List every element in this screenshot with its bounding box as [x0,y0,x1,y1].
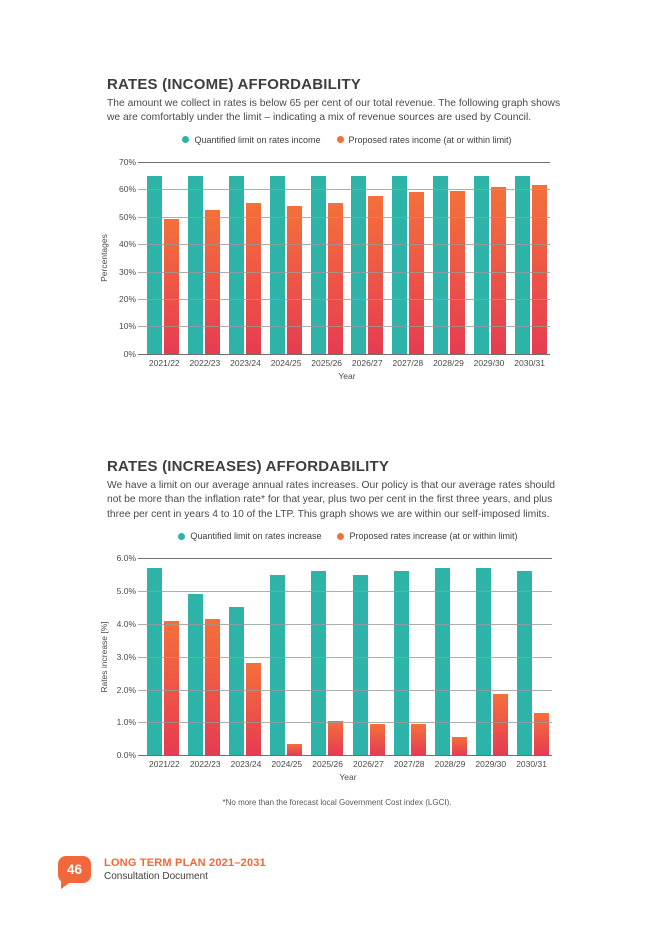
y-tick-label: 60% [118,184,136,195]
bar-group [147,568,179,755]
bar-group [351,176,383,354]
y-axis-ticks [112,553,144,761]
legend-dot-icon [178,533,185,540]
page-number-badge [58,856,91,883]
x-axis-ticks [144,358,550,368]
x-tick-label: 2029/30 [473,357,505,368]
y-tick-label: 0.0% [116,750,136,761]
y-tick-label: 70% [118,156,136,167]
bar [147,176,162,354]
bar [164,219,179,353]
y-tick-label: 0% [123,348,136,359]
y-axis-title-container [96,162,112,354]
x-tick-label: 2026/27 [351,357,383,368]
bar [368,196,383,354]
bar-group [394,571,426,755]
bar [164,621,179,756]
y-axis-title: Percentages [99,233,109,282]
bar [392,176,407,354]
bar [493,694,508,755]
bar [433,176,448,354]
bar [328,721,343,755]
bar [474,176,489,354]
bar [351,176,366,354]
bar-group [188,594,220,755]
bar-group [515,176,547,354]
plot-area [144,162,550,354]
legend-dot-icon [337,533,344,540]
x-tick-label: 2024/25 [270,357,302,368]
bar-group [311,176,343,354]
x-axis-ticks [144,759,552,769]
badge-tail [61,881,72,889]
bar [450,191,465,354]
rates-income-title: RATES (INCOME) AFFORDABILITY [107,76,361,93]
x-tick-label: 2026/27 [353,759,384,770]
x-tick-label: 2023/24 [230,357,261,368]
y-axis-title-container [96,558,112,755]
x-tick-label: 2025/26 [311,357,343,368]
legend-dot-icon [337,136,344,143]
x-tick-label: 2021/22 [149,759,180,770]
rates-increases-chart [96,531,578,782]
bar [246,663,261,755]
plot-area [144,558,552,755]
bar-group [392,176,424,354]
y-tick-label: 20% [118,293,136,304]
x-tick-label: 2030/31 [514,357,545,368]
x-tick-label: 2030/31 [516,759,547,770]
y-tick-label: 40% [118,239,136,250]
x-tick-label: 2021/22 [148,357,180,368]
bar [229,176,244,354]
x-tick-label: 2027/28 [392,357,424,368]
legend-item [337,135,512,145]
bar [246,203,261,354]
bar [188,176,203,354]
y-tick-label: 10% [118,321,136,332]
x-tick-label: 2027/28 [393,759,425,770]
bar-group [433,176,465,354]
footer-text [104,857,266,882]
x-tick-label: 2023/24 [230,759,262,770]
page-number: 46 [66,862,83,877]
legend-label: Proposed rates increase (at or within limit) [349,531,518,542]
legend-item [182,135,320,145]
bar [435,568,450,755]
y-tick-label: 50% [118,211,136,222]
bar [409,192,424,354]
bar [311,176,326,354]
bar-group [311,571,343,755]
rates-income-chart [96,135,578,381]
rates-increases-title: RATES (INCREASES) AFFORDABILITY [107,458,390,475]
footnote: *No more than the forecast local Government Cost index (LGCI). [222,798,452,808]
chart-legend [144,135,550,145]
bar [515,176,530,354]
bar [532,185,547,354]
y-tick-label: 30% [118,266,136,277]
x-tick-label: 2024/25 [271,759,303,770]
footer-subtitle: Consultation Document [104,871,208,882]
legend-label: Quantified limit on rates increase [190,531,322,542]
bar [205,619,220,755]
y-axis-ticks [112,156,144,359]
bar [229,607,244,755]
legend-label: Proposed rates income (at or within limit) [348,134,512,145]
y-tick-label: 2.0% [116,684,136,695]
bar [353,575,368,756]
bar-series [144,162,550,354]
bar [287,206,302,354]
gridline [138,755,552,756]
bar [287,744,302,755]
bar [394,571,409,755]
bar [534,713,549,756]
bar-group [474,176,506,354]
x-tick-label: 2025/26 [312,759,343,770]
bar-group [270,176,302,354]
rates-income-body: The amount we collect in rates is below 65 per cent of our total revenue. The following graph shows we are comfortably under the limit – indicating a mix of revenue sources are used by Council. [107,98,561,124]
bar-group [229,607,261,755]
bar [452,737,467,755]
bar [205,210,220,354]
page-footer [58,856,266,883]
bar [311,571,326,755]
x-tick-label: 2029/30 [475,759,507,770]
y-tick-label: 4.0% [116,618,136,629]
bar-group [517,571,549,755]
bar [188,594,203,755]
bar [328,203,343,354]
bar-group [147,176,179,354]
gridline [138,354,550,355]
x-tick-label: 2022/23 [189,759,221,770]
bar-group [435,568,467,755]
bar [270,575,285,756]
x-axis-title: Year [339,772,357,783]
y-tick-label: 6.0% [116,553,136,564]
y-tick-label: 3.0% [116,651,136,662]
bar-group [188,176,220,354]
bar [491,187,506,354]
x-tick-label: 2028/29 [433,357,464,368]
bar [270,176,285,354]
bar [370,724,385,755]
x-tick-label: 2022/23 [189,357,221,368]
y-tick-label: 1.0% [116,717,136,728]
chart-legend [144,531,552,541]
legend-item [337,531,517,541]
bar-group [476,568,508,755]
bar [147,568,162,755]
bar [476,568,491,755]
bar-group [353,575,385,756]
bar-series [144,558,552,755]
section-rates-income [96,76,578,381]
legend-item [178,531,321,541]
x-tick-label: 2028/29 [434,759,466,770]
bar [517,571,532,755]
bar-group [229,176,261,354]
y-tick-label: 5.0% [116,586,136,597]
legend-dot-icon [182,136,189,143]
x-axis-title: Year [338,370,356,381]
bar [411,724,426,755]
bar-group [270,575,302,756]
legend-label: Quantified limit on rates income [194,134,321,145]
y-axis-title: Rates increase [%] [99,621,109,693]
section-rates-increases [96,458,578,807]
footer-title: LONG TERM PLAN 2021–2031 [104,857,266,869]
rates-increases-body: We have a limit on our average annual rates increases. Our policy is that our average rates should not be more than the inflation rate* for that year, plus two per cent in the first three years, and plus three per cent in years 4 to 10 of the LTP. This graph shows we are within our self-imposed limits. [107,480,555,520]
